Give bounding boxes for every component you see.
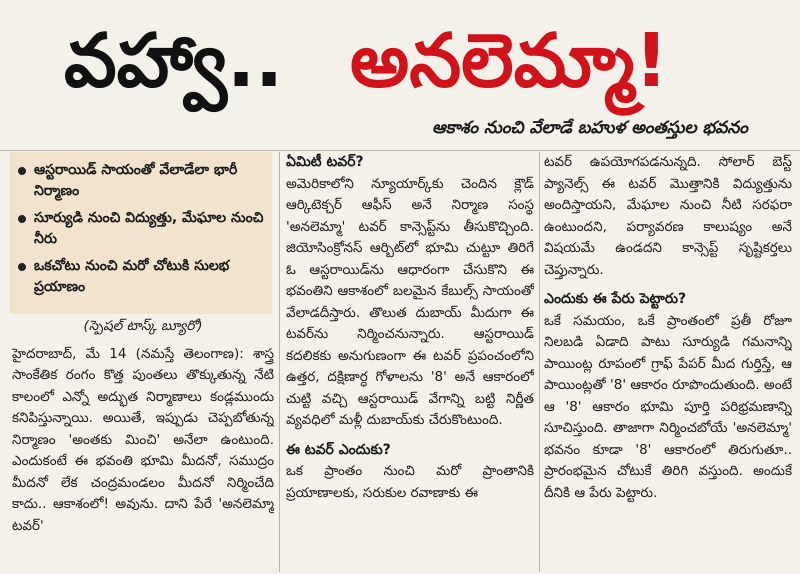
article-column-2 (286, 152, 534, 572)
highlight-item (18, 256, 266, 298)
highlight-text: ఒకచోటు నుంచి మరో చోటుకి సులభ ప్రయాణం (34, 258, 230, 295)
section-heading-name: ఎందుకు ఈ పేరు పెట్టారు? (544, 291, 687, 307)
article-column-3 (544, 152, 792, 572)
article-paragraph: హైదరాబాద్, మే 14 (నమస్తే తెలంగాణ): శాస్త్ర సాంకేతిక రంగం కొత్త పుంతలు తొక్కుతున్న నేటి కాలంలో ఎన్నో అద్భుత నిర్మాణాలు కండ్లముందు కనిపిస్తున్నాయి. అయితే, ఇప్పుడు చెప్పబోతున్న నిర్మాణం 'అంతకు మించి' అనేలా ఉంటుంది. ఎందుకంటే ఈ భవంతి భూమి మీదనో, సముద్రం మీదనో లేక చంద్రమండలం మీదనో నిర్మించేది కాదు.. ఆకాశంలో! అవును. దాని పేరే 'అనలెమ్మా టవర్' (12, 345, 274, 534)
highlight-text: సూర్యుడి నుంచి విద్యుత్తు, మేఘాల నుంచి నీరు (34, 210, 264, 247)
section-heading-why: ఈ టవర్ ఎందుకు? (286, 441, 391, 458)
article-column-1 (12, 316, 274, 572)
article-paragraph: అమెరికాలోని న్యూయార్క్‌కు చెందిన క్లౌడ్ ఆర్కిటెక్చర్ ఆఫీస్ అనే నిర్మాణ సంస్థ 'అనలెమ్మా' టవర్ కాన్సెప్ట్‌ను తీసుకొచ్చింది. జియోసింక్రోనస్ ఆర్బిట్‌లో భూమి చుట్టూ తిరిగే ఓ ఆస్టరాయిడ్‌ను ఆధారంగా చేసుకొని ఈ భవంతిని ఆకాశంలో బలమైన కేబుల్స్ సాయంతో వేలాడదీస్తారు. తొలుత దుబాయ్ మీదుగా ఈ టవర్‌ను నిర్మించనున్నారు. ఆస్టరాయిడ్ కదలికకు అనుగుణంగా ఈ టవర్ ప్రపంచంలోని ఉత్తర, దక్షిణార్ధ గోళాలను '8' అనే ఆకారంలో చుట్టి వచ్చి ఆస్టరాయిడ్ వేగాన్ని బట్టి నిర్ణీత వ్యవధిలో మళ్లీ దుబాయ్‌కు చేరుకొంటుంది. (286, 175, 534, 428)
article-paragraph: టవర్ ఉపయోగపడనున్నది. సోలార్ బెస్ట్ ప్యానెల్స్ ఈ టవర్ మొత్తానికి విద్యుత్తును అందిస్తాయని, మేఘాల నుంచి నీటి సరఫరా ఉంటుందని, పర్యావరణ కాలుష్యం అనే విషయమే ఉండదని కాన్సెప్ట్ సృష్టికర్తలు చెప్తున్నారు. (544, 154, 792, 278)
highlight-item (18, 208, 266, 250)
headline-analemma: అనలెమ్మా! (350, 18, 669, 104)
highlight-text: ఆస్టరాయిడ్ సాయంతో వేలాడేలా భారీ నిర్మాణం (34, 162, 238, 199)
highlights-box (10, 152, 272, 314)
article-paragraph: ఒకే సమయం, ఒకే ప్రాంతంలో ప్రతీ రోజూ నిలబడి ఏడాది పాటు సూర్యుడి గమనాన్ని పాయింట్ల రూపంలో గ్రాఫ్ పేపర్ మీద గుర్తిస్తే, ఆ పాయింట్లతో '8' ఆకారం రూపొందుతుంది. అంటే ఆ '8' ఆకారం భూమి పూర్తి పరిభ్రమణాన్ని సూచిస్తుంది. తాజాగా నిర్మించబోయే 'అనలెమ్మా' భవనం కూడా '8' ఆకారంలో తిరుగుతూ.. ప్రారంభమైన చోటుకే తిరిగి వస్తుంది. అందుకే దీనికి ఆ పేరు పెట్టారు. (544, 312, 792, 501)
section-heading-what: ఏమిటీ టవర్? (286, 154, 364, 170)
highlight-item (18, 160, 266, 202)
bullet-icon (18, 263, 26, 271)
article-paragraph: ఒక ప్రాంతం నుంచి మరో ప్రాంతానికి ప్రయాణాలకు, సరుకుల రవాణాకు ఈ (286, 463, 534, 501)
byline: (స్పెషల్ టాస్క్ బ్యూరో) (83, 318, 203, 334)
column-divider (279, 152, 280, 572)
headline (0, 0, 800, 118)
bullet-icon (18, 167, 26, 175)
subheadline: ఆకాశం నుంచి వేలాడే బహుళ అంతస్తుల భవనం (432, 118, 748, 138)
bullet-icon (18, 215, 26, 223)
column-divider (539, 152, 540, 572)
top-rule (0, 150, 800, 151)
headline-wow: వహ్వా.. (64, 18, 284, 104)
